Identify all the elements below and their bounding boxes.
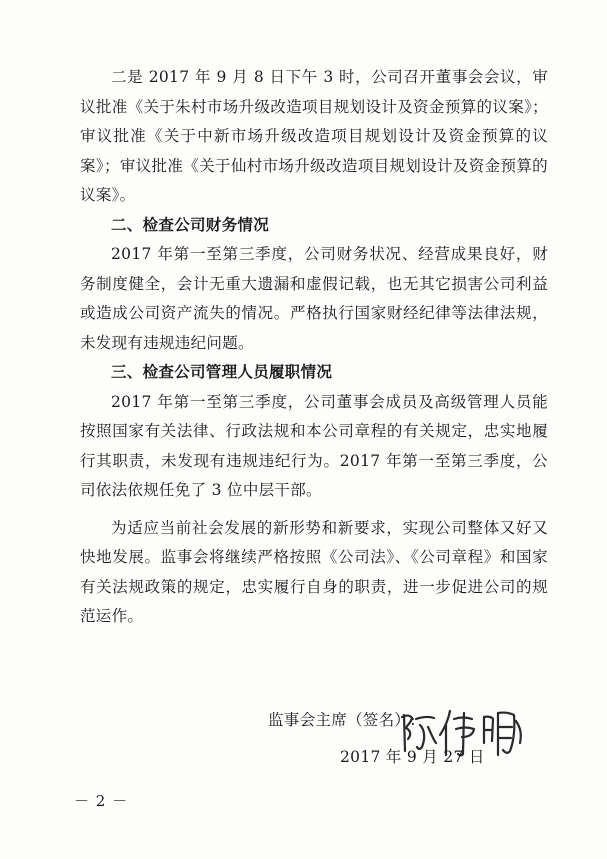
document-body: [80, 63, 548, 632]
signature-date: 2017 年 9 月 27 日: [340, 748, 485, 766]
signer-label: 监事会主席（签名）:: [268, 711, 416, 729]
heading-finance-check: 二、检查公司财务情况: [111, 215, 270, 234]
paragraph-board-meeting: 二是 2017 年 9 月 8 日下午 3 时，公司召开董事会会议，审议批准《关于朱村市场升级改造项目规划设计及资金预算的议案》；审议批准《关于中新市场升级改造项目规划设计及资金预算的议案》；审议批准《关于仙村市场升级改造项目规划设计及资金预算的议案》。: [80, 68, 548, 204]
paragraph-conclusion: 为适应当前社会发展的新形势和新要求，实现公司整体又好又快地发展。监事会将继续严格按照《公司法》、《公司章程》和国家有关法规政策的规定，忠实履行自身的职责，进一步促进公司的规范运作。: [80, 518, 548, 625]
paragraph-management: 2017 年第一至第三季度，公司董事会成员及高级管理人员能按照国家有关法律、行政法规和本公司章程的有关规定，忠实地履行其职责，未发现有违规违纪行为。2017 年第一至第三季度，公司依法依规任免了 3 位中层干部。: [80, 392, 548, 499]
page-number: － 2 －: [74, 792, 129, 810]
heading-management-check: 三、检查公司管理人员履职情况: [111, 363, 333, 381]
paragraph-finance: 2017 年第一至第三季度，公司财务状况、经营成果良好，财务制度健全，会计无重大遗漏和虚假记载，也无其它损害公司利益或造成公司资产流失的情况。严格执行国家财经纪律等法律法规，未发现有违规违纪问题。: [80, 245, 548, 352]
